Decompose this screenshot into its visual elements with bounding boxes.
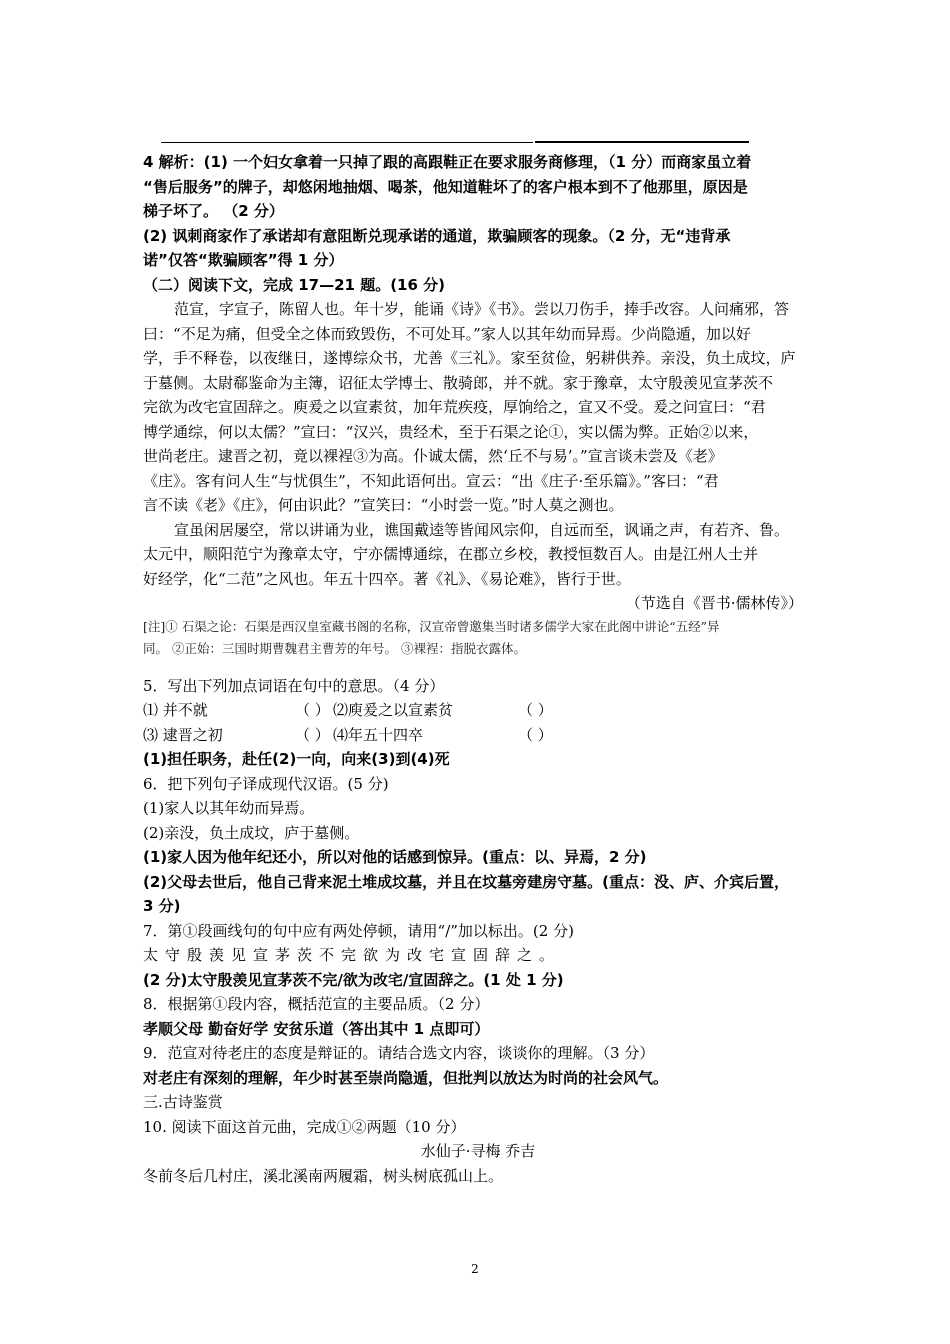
q5-answer: (1)担任职务，赴任(2)一向，向来(3)到(4)死 — [143, 750, 450, 768]
answer4-line: (2) 讽刺商家作了承诺却有意阻断兑现承诺的通道，欺骗顾客的现象。（2 分，无“违背承 — [143, 226, 731, 245]
q6-sentence: (1)家人以其年幼而异焉。 — [143, 799, 315, 817]
answer4-line: “售后服务”的牌子，却悠闲地抽烟、喝茶，他知道鞋坏了的客户根本到不了他那里，原因是 — [143, 177, 748, 196]
passage-line: 学，手不释卷，以夜继日，遂博综众书，尤善《三礼》。家至贫俭，躬耕供养。亲没，负土成坟，庐 — [143, 349, 796, 367]
passage-line: 言不读《老》《庄》，何由识此？”宣笑曰：“小时尝一览。”时人莫之测也。 — [143, 496, 624, 514]
q9-title: 9．范宣对待老庄的态度是辩证的。请结合选文内容，谈谈你的理解。（3 分） — [143, 1044, 655, 1062]
q5-blank: （ ） — [518, 701, 553, 719]
q5-item: ⑶ 逮晋之初 — [143, 725, 223, 744]
header-rule-left — [161, 142, 533, 143]
q5-blank: （ ） — [518, 725, 553, 744]
page-content — [143, 150, 813, 1188]
q8-answer: 孝顺父母 勤奋好学 安贫乐道（答出其中 1 点即可） — [143, 1019, 490, 1038]
q6-answer: (2)父母去世后，他自己背来泥土堆成坟墓，并且在坟墓旁建房守墓。(重点：没、庐、介宾后置， — [143, 872, 790, 891]
passage-line: 《庄》。客有问人生“与忧俱生”，不知此语何出。宣云：“出《庄子·至乐篇》。”客曰：“君 — [143, 471, 719, 490]
answer4-line: 梯子坏了。 （2 分） — [143, 202, 284, 220]
q9-answer: 对老庄有深刻的理解，年少时甚至崇尚隐遁，但批判以放达为时尚的社会风气。 — [143, 1068, 669, 1087]
passage-line: 好经学，化“二范”之风也。年五十四卒。著《礼》、《易论难》，皆行于世。 — [143, 569, 631, 588]
q6-answer: (1)家人因为他年纪还小，所以对他的话感到惊异。(重点：以、异焉，2 分) — [143, 848, 647, 866]
q7-answer: (2 分)太守殷羡见宣茅茨不完/欲为改宅/宣固辞之。(1 处 1 分) — [143, 970, 564, 989]
passage-line: 完欲为改宅宣固辞之。庾爰之以宣素贫，加年荒疾疫，厚饷给之，宣又不受。爰之问宣曰：“君 — [143, 398, 766, 416]
q5-row — [143, 723, 813, 748]
passage-source: （节选自《晋书·儒林传》） — [625, 594, 803, 612]
header-rule-right — [535, 141, 749, 143]
footnote-line: 同。 ②正始：三国时期曹魏君主曹芳的年号。 ③裸裎：指脱衣露体。 — [143, 640, 526, 656]
q5-title: 5．写出下列加点词语在句中的意思。（4 分） — [143, 676, 445, 695]
answer4-line: 4 解析：(1) 一个妇女拿着一只掉了跟的高跟鞋正在要求服务商修理，（1 分）而商家虽立着 — [143, 153, 752, 171]
page-number: 2 — [471, 1262, 479, 1276]
footnote-line: [注]① 石渠之论：石渠是西汉皇室藏书阁的名称，汉宣帝曾邀集当时诸多儒学大家在此阁中讲论“五经”异 — [143, 618, 720, 634]
q6-title: 6．把下列句子译成现代汉语。(5 分) — [143, 774, 389, 793]
passage-line: 宣虽闲居屡空，常以讲诵为业，谯国戴逵等皆闻风宗仰，自远而至，讽诵之声，有若齐、鲁。 — [174, 520, 790, 539]
poem-line: 冬前冬后几村庄，溪北溪南两履霜，树头树底孤山上。 — [143, 1166, 504, 1185]
passage-line: 范宣，字宣子，陈留人也。年十岁，能诵《诗》《书》。尝以刀伤手，捧手改容。人问痛邪，答 — [174, 300, 790, 318]
q10-title: 10. 阅读下面这首元曲，完成①②两题（10 分） — [143, 1117, 466, 1136]
passage-line: 博学通综，何以太儒？”宣曰：“汉兴，贵经术，至于石渠之论①，实以儒为弊。正始②以来， — [143, 422, 759, 441]
section2-title: （二）阅读下文，完成 17—21 题。(16 分) — [143, 275, 446, 294]
q7-sentence: 太守殷羡见宣茅茨不完欲为改宅宣固辞之。 — [143, 946, 562, 964]
answer4-line: 诺”仅答“欺骗顾客”得 1 分） — [143, 251, 344, 269]
q6-sentence: (2)亲没，负土成坟，庐于墓侧。 — [143, 823, 360, 842]
passage-line: 曰：“不足为痛，但受全之体而致毁伤，不可处耳。”家人以其年幼而异焉。少尚隐遁，加以好 — [143, 324, 751, 343]
q5-row — [143, 698, 813, 723]
poem-title: 水仙子·寻梅 乔吉 — [420, 1142, 536, 1160]
passage-line: 于墓侧。太尉郗鉴命为主簿，诏征太学博士、散骑郎，并不就。家于豫章，太守殷羡见宣茅茨不 — [143, 373, 774, 392]
q6-answer: 3 分) — [143, 897, 181, 915]
q5-item: ⑷年五十四卒 — [333, 725, 424, 744]
q5-item: ⑴ 并不就 — [143, 701, 208, 719]
q5-blank: （ ） — [295, 701, 330, 719]
section3-title: 三.古诗鉴赏 — [143, 1093, 223, 1111]
q8-title: 8．根据第①段内容，概括范宣的主要品质。（2 分） — [143, 995, 490, 1013]
passage-line: 太元中，顺阳范宁为豫章太守，宁亦儒博通综，在郡立乡校，教授恒数百人。由是江州人士并 — [143, 545, 759, 563]
passage-line: 世尚老庄。逮晋之初，竟以裸裎③为高。仆诚太儒，然‘丘不与易’。”宣言谈未尝及《老》 — [143, 447, 723, 465]
q5-blank: （ ） — [295, 725, 330, 744]
q5-item: ⑵庾爰之以宣素贫 — [333, 701, 454, 719]
q7-title: 7．第①段画线句的句中应有两处停顿，请用“/”加以标出。(2 分) — [143, 921, 574, 940]
